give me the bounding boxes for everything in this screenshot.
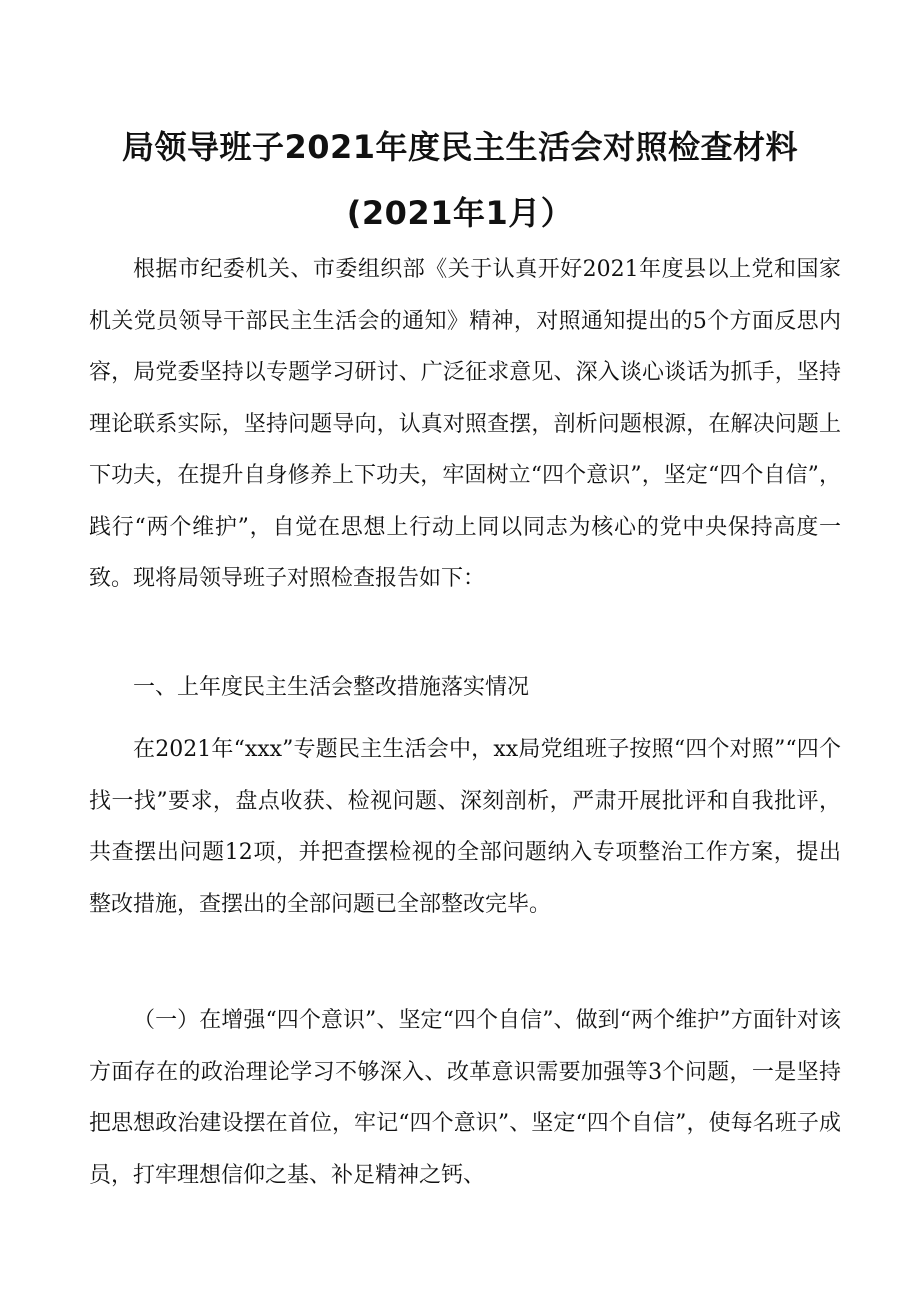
section-1-paragraph: 在2021年“xxx”专题民主生活会中，xx局党组班子按照“四个对照”“四个找一找”要求，盘点收获、检视问题、深刻剖析，严肃开展批评和自我批评，共查摆出问题12项，并把查摆检视的全部问题纳入专项整治工作方案，提出整改措施，查摆出的全部问题已全部整改完毕。: [89, 737, 841, 917]
document-date: (2021年1月）: [346, 194, 574, 232]
intro-paragraph: 根据市纪委机关、市委组织部《关于认真开好2021年度县以上党和国家机关党员领导干部民主生活会的通知》精神，对照通知提出的5个方面反思内容，局党委坚持以专题学习研讨、广泛征求意见、深入谈心谈话为抓手，坚持理论联系实际，坚持问题导向，认真对照查摆，剖析问题根源，在解决问题上下功夫，在提升自身修养上下功夫，牢固树立“四个意识”，坚定“四个自信”，践行“两个维护”，自觉在思想上行动上同以同志为核心的党中央保持高度一致。现将局领导班子对照检查报告如下：: [89, 257, 841, 591]
document-title: 局领导班子2021年度民主生活会对照检查材料: [121, 128, 799, 166]
section-heading-1: 一、上年度民主生活会整改措施落实情况: [133, 675, 530, 700]
subsection-1-paragraph: （一）在增强“四个意识”、坚定“四个自信”、做到“两个维护”方面针对该方面存在的政治理论学习不够深入、改革意识需要加强等3个问题，一是坚持把思想政治建设摆在首位，牢记“四个意识”、坚定“四个自信”，使每名班子成员，打牢理想信仰之基、补足精神之钙、: [89, 1008, 841, 1188]
